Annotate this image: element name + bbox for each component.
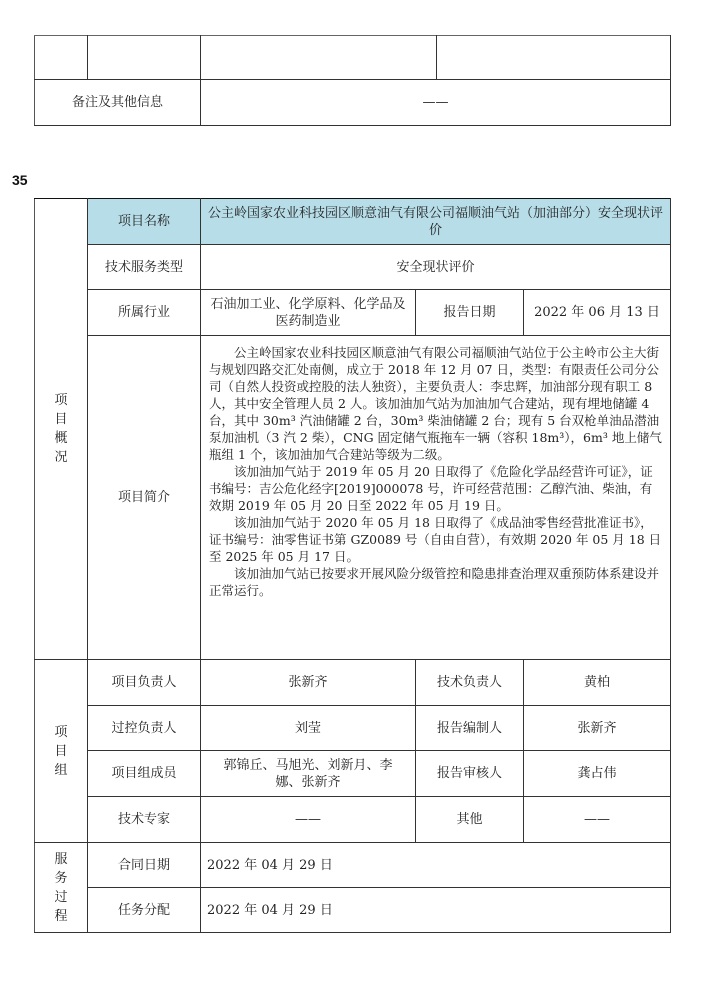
team-label: 过控负责人	[88, 706, 201, 751]
remarks-label: 备注及其他信息	[35, 80, 201, 126]
team-label: 报告审核人	[416, 751, 524, 797]
project-name-value: 公主岭国家农业科技园区顺意油气有限公司福顺油气站（加油部分）安全现状评价	[201, 199, 671, 245]
group-char: 组	[54, 762, 68, 778]
team-label: 技术负责人	[416, 660, 524, 706]
team-row	[35, 797, 671, 843]
overview-group-label	[35, 199, 88, 660]
project-record-table	[34, 198, 671, 933]
process-value: 2022 年 04 月 29 日	[201, 888, 671, 933]
group-char: 服	[54, 851, 68, 867]
team-value: ——	[524, 797, 671, 843]
empty-cell	[35, 36, 88, 80]
section-number: 35	[12, 172, 28, 188]
team-value: 刘莹	[201, 706, 416, 751]
process-group-label	[35, 843, 88, 933]
project-name-row	[35, 199, 671, 245]
group-char: 概	[54, 431, 68, 446]
service-type-label: 技术服务类型	[88, 245, 201, 290]
process-row	[35, 888, 671, 933]
group-char: 程	[54, 908, 68, 924]
team-row	[35, 660, 671, 706]
process-value: 2022 年 04 月 29 日	[201, 843, 671, 888]
process-label: 合同日期	[88, 843, 201, 888]
team-value: 郭锦丘、马旭光、刘新月、李娜、张新齐	[201, 751, 416, 797]
intro-paragraph: 该加油加气站已按要求开展风险分级管控和隐患排查治理双重预防体系建设并正常运行。	[209, 566, 660, 598]
team-value: 黄柏	[524, 660, 671, 706]
empty-cell	[201, 36, 437, 80]
team-value: 龚占伟	[524, 751, 671, 797]
report-date-value: 2022 年 06 月 13 日	[524, 290, 671, 336]
team-value: 张新齐	[201, 660, 416, 706]
team-label: 技术专家	[88, 797, 201, 843]
group-char: 目	[54, 412, 68, 427]
intro-paragraph: 该加油加气站于 2020 年 05 月 18 日取得了《成品油零售经营批准证书》，证书编号：油零售证书第 GZ0089 号（自由自营），有效期 2020 年 05 月 18 日至 2025 年 05 月 17 日。	[209, 515, 662, 564]
intro-row	[35, 336, 671, 660]
industry-label: 所属行业	[88, 290, 201, 336]
team-label: 项目组成员	[88, 751, 201, 797]
service-type-row	[35, 245, 671, 290]
remarks-row	[35, 80, 671, 126]
team-value: 张新齐	[524, 706, 671, 751]
group-char: 务	[54, 870, 68, 886]
previous-record-table	[34, 35, 671, 126]
team-row	[35, 751, 671, 797]
group-char: 项	[54, 393, 68, 408]
project-name-label: 项目名称	[88, 199, 201, 245]
empty-row	[35, 36, 671, 80]
industry-value: 石油加工业、化学原料、化学品及医药制造业	[201, 290, 416, 336]
team-label: 报告编制人	[416, 706, 524, 751]
team-group-label	[35, 660, 88, 843]
intro-paragraph: 公主岭国家农业科技园区顺意油气有限公司福顺油气站位于公主岭市公主大街与规划四路交汇处南侧，成立于 2018 年 12 月 07 日，类型：有限责任公司分公司（自然人投资或控股的法人独资），主要负责人：李忠辉，加油部分现有职工 8 人，其中安全管理人员 2 人。该加油加气站为加油加气合建站，现有埋地储罐 4 台，其中 30m³ 汽油储罐 2 台，30m³ 柴油储罐 2 台；现有 5 台双枪单油品潜油泵加油机（3 汽 2 柴），CNG 固定储气瓶拖车一辆（容积 18m³），6m³ 地上储气瓶组 1 个，该加油加气合建站等级为二级。	[209, 345, 662, 462]
team-row	[35, 706, 671, 751]
team-label: 其他	[416, 797, 524, 843]
process-label: 任务分配	[88, 888, 201, 933]
intro-label: 项目简介	[88, 336, 201, 660]
remarks-value: ——	[201, 80, 671, 126]
report-date-label: 报告日期	[416, 290, 524, 336]
group-char: 项	[54, 724, 68, 740]
group-char: 况	[54, 450, 68, 465]
team-label: 项目负责人	[88, 660, 201, 706]
empty-cell	[88, 36, 201, 80]
service-type-value: 安全现状评价	[201, 245, 671, 290]
empty-cell	[437, 36, 671, 80]
team-value: ——	[201, 797, 416, 843]
industry-row	[35, 290, 671, 336]
intro-content	[201, 336, 671, 660]
group-char: 过	[54, 889, 68, 905]
process-row	[35, 843, 671, 888]
intro-paragraph: 该加油加气站于 2019 年 05 月 20 日取得了《危险化学品经营许可证》，证书编号：吉公危化经字[2019]000078 号，许可经营范围：乙醇汽油、柴油，有效期 2019 年 05 月 20 日至 2022 年 05 月 19 日。	[209, 464, 653, 513]
group-char: 目	[54, 743, 68, 759]
